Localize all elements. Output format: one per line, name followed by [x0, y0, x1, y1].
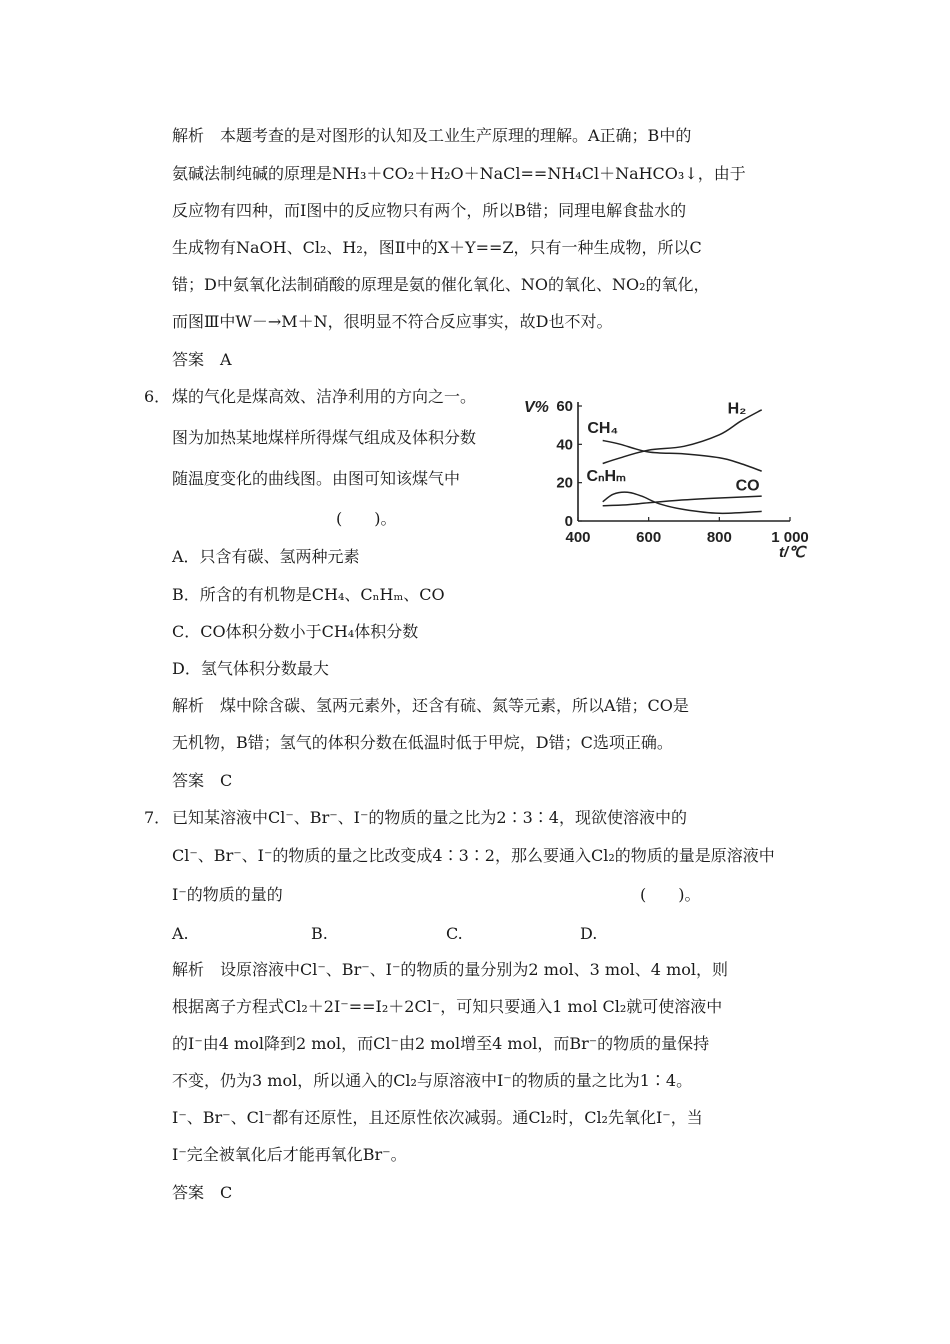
x-tick-label: 800 — [706, 529, 732, 546]
y-tick-label: 20 — [556, 474, 573, 492]
q5-analysis-line-4: 生成物有NaOH、Cl₂、H₂，图Ⅱ中的X＋Y==Z，只有一种生成物，所以C — [172, 238, 702, 257]
series-label: CH₄ — [587, 419, 619, 437]
q7-stem-line-1: 已知某溶液中Cl⁻、Br⁻、I⁻的物质的量之比为2∶3∶4，现欲使溶液中的 — [172, 808, 687, 827]
q7-stem-line-2: Cl⁻、Br⁻、I⁻的物质的量之比改变成4∶3∶2，那么要通入Cl₂的物质的量是原溶液中 — [172, 846, 775, 865]
q5-answer: 答案 A — [172, 350, 232, 369]
q6-analysis-line-2: 无机物，B错；氢气的体积分数在低温时低于甲烷，D错；C选项正确。 — [172, 733, 673, 752]
x-tick-label: 600 — [636, 529, 662, 546]
q6-stem-line-2: 图为加热某地煤样所得煤气组成及体积分数 — [172, 428, 477, 447]
q6-option-d: D．氢气体积分数最大 — [172, 659, 329, 678]
y-axis-label: V% — [524, 399, 549, 416]
q6-stem-line-3: 随温度变化的曲线图。由图可知该煤气中 — [172, 469, 461, 488]
q7-answer-parenthesis: ( )。 — [640, 885, 701, 904]
q7-analysis-line-6: I⁻完全被氧化后才能再氧化Br⁻。 — [172, 1145, 407, 1164]
series-label: H₂ — [727, 400, 747, 418]
x-tick-label: 1 000 — [771, 529, 809, 546]
q7-analysis-line-3: 的I⁻由4 mol降到2 mol，而Cl⁻由2 mol增至4 mol，而Br⁻的物质的量保持 — [172, 1034, 710, 1053]
q6-stem-line-1: 煤的气化是煤高效、洁净利用的方向之一。 — [172, 387, 477, 406]
x-axis-label: t/℃ — [778, 544, 806, 561]
q7-option-c: C. — [446, 924, 463, 943]
q7-stem-line-3: I⁻的物质的量的 — [172, 885, 283, 904]
q6-number: 6． — [144, 387, 171, 406]
q5-analysis-line-5: 错；D中氨氧化法制硝酸的原理是氨的催化氧化、NO的氧化、NO₂的氧化， — [172, 275, 710, 294]
q6-option-a: A．只含有碳、氢两种元素 — [172, 547, 360, 566]
q5-analysis-line-1: 解析 本题考查的是对图形的认知及工业生产原理的理解。A正确；B中的 — [172, 126, 692, 145]
gas-composition-chart — [520, 386, 820, 566]
q7-analysis-line-1: 解析 设原溶液中Cl⁻、Br⁻、I⁻的物质的量分别为2 mol、3 mol、4 mol，则 — [172, 960, 728, 979]
q7-option-b: B. — [311, 924, 328, 943]
y-tick-label: 60 — [556, 398, 573, 415]
q7-number: 7． — [144, 808, 171, 827]
x-tick-label: 400 — [565, 529, 591, 546]
y-tick-label: 40 — [556, 436, 573, 454]
q6-answer: 答案 C — [172, 771, 233, 790]
y-tick-label: 0 — [564, 513, 573, 530]
series-line-CₙHₘ — [603, 492, 762, 513]
q7-option-d: D. — [580, 924, 598, 943]
q7-answer: 答案 C — [172, 1183, 233, 1202]
series-line-H₂ — [603, 410, 762, 464]
q5-analysis-line-2: 氨碱法制纯碱的原理是NH₃＋CO₂＋H₂O＋NaCl==NH₄Cl＋NaHCO₃↓，由于 — [172, 164, 746, 183]
q7-analysis-line-4: 不变，仍为3 mol，所以通入的Cl₂与原溶液中I⁻的物质的量之比为1∶4。 — [172, 1071, 693, 1090]
q6-option-c: C．CO体积分数小于CH₄体积分数 — [172, 622, 419, 641]
q7-analysis-line-5: I⁻、Br⁻、Cl⁻都有还原性，且还原性依次减弱。通Cl₂时，Cl₂先氧化I⁻，当 — [172, 1108, 703, 1127]
q7-analysis-line-2: 根据离子方程式Cl₂＋2I⁻==I₂＋2Cl⁻，可知只要通入1 mol Cl₂就可使溶液中 — [172, 997, 723, 1016]
q6-option-b: B．所含的有机物是CH₄、CₙHₘ、CO — [172, 585, 445, 604]
q5-analysis-line-6: 而图Ⅲ中W－→M＋N，很明显不符合反应事实，故D也不对。 — [172, 312, 613, 331]
series-label: CₙHₘ — [586, 467, 626, 485]
q6-answer-parenthesis: ( )。 — [336, 509, 397, 528]
series-line-CO — [603, 496, 762, 506]
q7-option-a: A. — [172, 924, 189, 943]
series-label: CO — [735, 477, 760, 495]
q6-analysis-line-1: 解析 煤中除含碳、氢两元素外，还含有硫、氮等元素，所以A错；CO是 — [172, 696, 689, 715]
q5-analysis-line-3: 反应物有四种，而Ⅰ图中的反应物只有两个，所以B错；同理电解食盐水的 — [172, 201, 687, 220]
